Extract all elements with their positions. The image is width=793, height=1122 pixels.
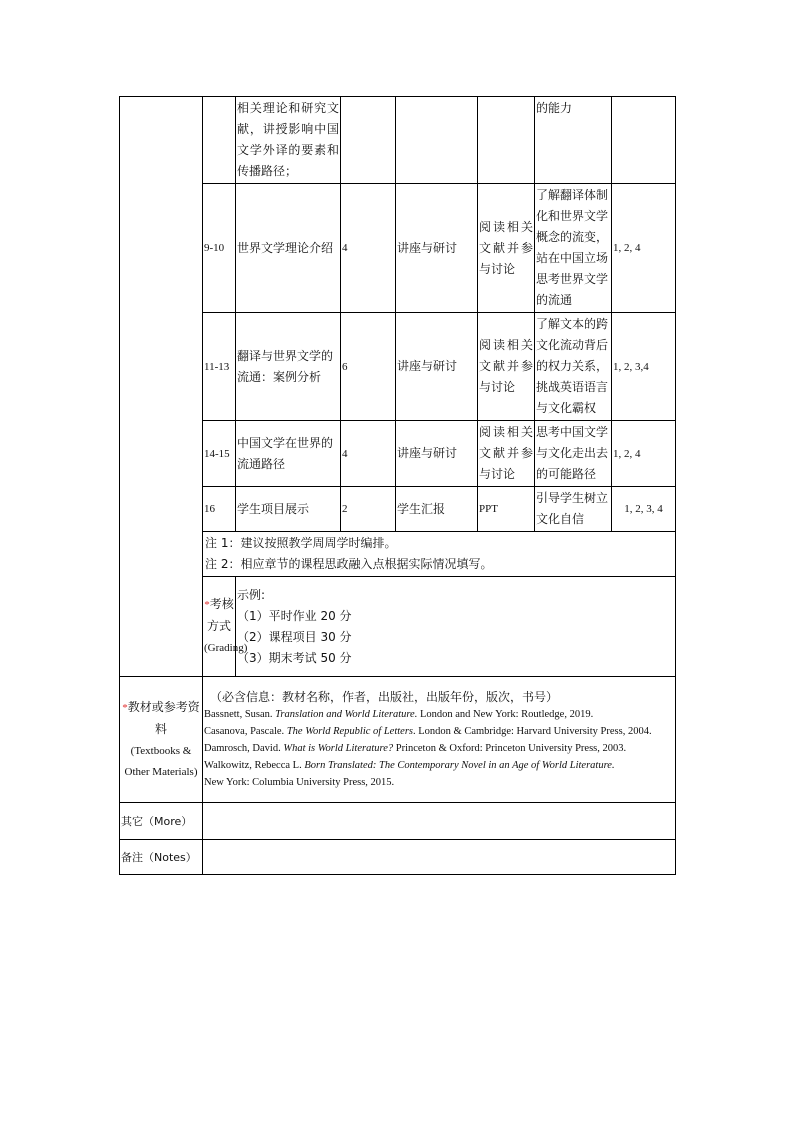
outcome-cell: 的能力	[535, 97, 612, 184]
outcome-cell: 了解翻译体制化和世界文学概念的流变，站在中国立场思考世界文学的流通	[535, 184, 612, 313]
week-cell: 11-13	[203, 313, 236, 421]
reference-item: Walkowitz, Rebecca L. Born Translated: The Contemporary Novel in an Age of World Literature.	[204, 759, 615, 771]
assignment-cell: 阅读相关文献并参与讨论	[478, 421, 535, 487]
required-star: *	[122, 701, 128, 714]
materials-row	[120, 677, 676, 803]
grading-label-zh: 考核方式	[206, 597, 234, 633]
week-cell: 9-10	[203, 184, 236, 313]
content-cell: 世界文学理论介绍	[236, 184, 341, 313]
notes-value	[203, 840, 676, 875]
assignment-cell: 阅读相关文献并参与讨论	[478, 184, 535, 313]
goals-cell: 1, 2, 4	[612, 421, 676, 487]
outcome-cell: 思考中国文学与文化走出去的可能路径	[535, 421, 612, 487]
more-row	[120, 803, 676, 840]
hours-cell: 4	[341, 184, 396, 313]
materials-label-zh: 教材或参考资料	[127, 699, 200, 736]
content-cell: 翻译与世界文学的流通：案例分析	[236, 313, 341, 421]
outcome-cell: 引导学生树立文化自信	[535, 487, 612, 532]
reference-item: Damrosch, David. What is World Literature? Princeton & Oxford: Princeton University Press, 2003.	[204, 742, 627, 754]
week-cell	[203, 97, 236, 184]
schedule-note: 注 1：建议按照教学周周学时编排。	[205, 536, 397, 550]
more-label: 其它（More）	[120, 803, 203, 840]
table-row	[120, 487, 676, 532]
hours-cell: 2	[341, 487, 396, 532]
week-cell: 14-15	[203, 421, 236, 487]
required-star: *	[204, 599, 210, 611]
grading-content-cell	[236, 577, 676, 677]
grading-label-cell	[203, 577, 248, 677]
content-cell: 中国文学在世界的流通路径	[236, 421, 341, 487]
goals-cell	[612, 97, 676, 184]
method-cell: 学生汇报	[396, 487, 478, 532]
method-cell: 讲座与研讨	[396, 421, 478, 487]
schedule-notes-cell	[203, 532, 676, 577]
grading-line: 示例:	[237, 587, 266, 602]
hours-cell: 4	[341, 421, 396, 487]
grading-row	[120, 577, 676, 677]
grading-line: （3）期末考试 50 分	[237, 650, 352, 665]
week-cell: 16	[203, 487, 236, 532]
syllabus-page	[119, 96, 675, 875]
schedule-label-cell	[120, 97, 203, 677]
assignment-cell	[478, 97, 535, 184]
materials-content-cell	[203, 677, 676, 803]
required-info: （必含信息：教材名称，作者，出版社，出版年份，版次，书号）	[210, 689, 559, 704]
table-row	[120, 421, 676, 487]
outcome-cell: 了解文本的跨文化流动背后的权力关系，挑战英语语言与文化霸权	[535, 313, 612, 421]
notes-row	[120, 840, 676, 875]
syllabus-table	[119, 96, 676, 875]
schedule-note: 注 2：相应章节的课程思政融入点根据实际情况填写。	[205, 557, 493, 571]
goals-cell: 1, 2, 4	[612, 184, 676, 313]
assignment-cell: PPT	[478, 487, 535, 532]
method-cell: 讲座与研讨	[396, 184, 478, 313]
reference-item: Casanova, Pascale. The World Republic of Letters. London & Cambridge: Harvard University Press, 2004.	[204, 725, 652, 737]
method-cell: 讲座与研讨	[396, 313, 478, 421]
grading-line: （2）课程项目 30 分	[237, 629, 352, 644]
content-cell: 学生项目展示	[236, 487, 341, 532]
materials-label-en: (Textbooks & Other Materials)	[124, 744, 198, 778]
hours-cell	[341, 97, 396, 184]
table-row	[120, 184, 676, 313]
reference-item: New York: Columbia University Press, 2015.	[204, 776, 395, 788]
goals-cell: 1, 2, 3, 4	[612, 487, 676, 532]
content-cell: 相关理论和研究文献，讲授影响中国文学外译的要素和传播路径；	[236, 97, 341, 184]
reference-item: Bassnett, Susan. Translation and World Literature. London and New York: Routledge, 2019.	[204, 708, 594, 720]
goals-cell: 1, 2, 3,4	[612, 313, 676, 421]
schedule-notes-row	[120, 532, 676, 577]
notes-label: 备注（Notes）	[120, 840, 203, 875]
hours-cell: 6	[341, 313, 396, 421]
grading-label-en: (Grading)	[204, 642, 248, 654]
grading-line: （1）平时作业 20 分	[237, 608, 352, 623]
schedule-row-continued	[120, 97, 676, 184]
assignment-cell: 阅读相关文献并参与讨论	[478, 313, 535, 421]
method-cell	[396, 97, 478, 184]
table-row	[120, 313, 676, 421]
materials-label-cell	[120, 677, 203, 803]
more-value	[203, 803, 676, 840]
